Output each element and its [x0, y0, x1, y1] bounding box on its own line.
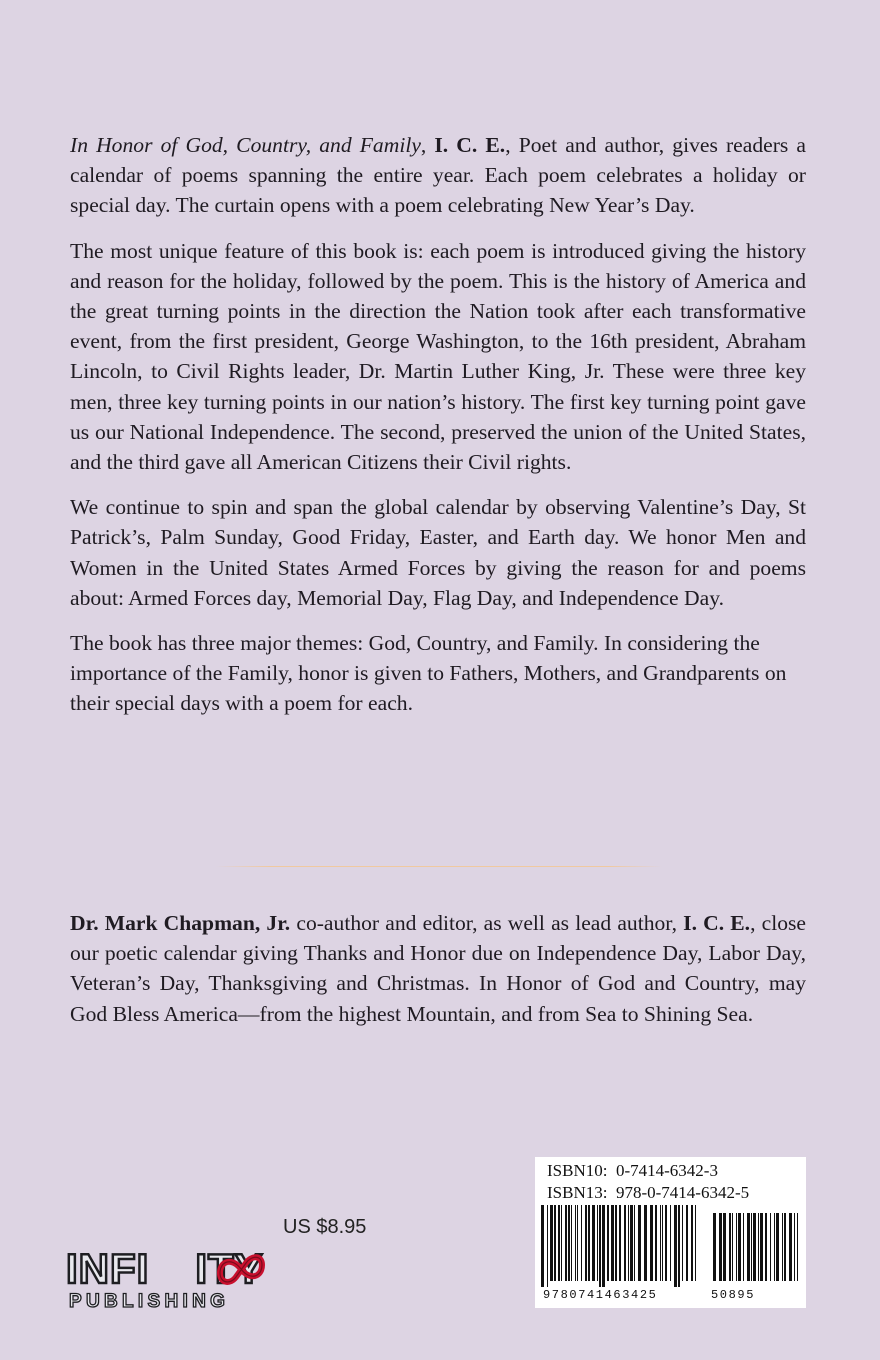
barcode-bar: [550, 1205, 553, 1281]
barcode-bar: [655, 1205, 657, 1281]
barcode-bar: [619, 1205, 621, 1281]
barcode-bar: [747, 1213, 750, 1281]
barcode-bar: [568, 1205, 570, 1281]
barcode-digits: 9780741463425: [543, 1288, 658, 1302]
blurb-paragraph-2: The most unique feature of this book is: each poem is introduced giving the history and reason for the holiday, followed by the poem. This is the history of America and the great turning points in the direction the Nation took after each transformative event, from the first president, George Washington, to the 16th president, Abraham Lincoln, to Civil Rights leader, Dr. Martin Luther King, Jr. These were three key men, three key turning points in our nation’s history. The first key turning point gave us our National Independence. The second, preserved the union of the United States, and the third gave all American Citizens their Civil rights.: [70, 238, 806, 475]
barcode-bar: [774, 1213, 775, 1281]
barcode-bar: [597, 1205, 598, 1281]
barcode-bar: [607, 1205, 609, 1281]
barcode-bar: [765, 1213, 767, 1281]
barcode-bar: [554, 1205, 556, 1281]
barcode-bar: [624, 1205, 626, 1281]
barcode-bar: [743, 1213, 744, 1281]
isbn-barcode-box: [535, 1157, 806, 1308]
barcode-bar: [751, 1213, 752, 1281]
blurb-paragraph-1: In Honor of God, Country, and Family, I. C. E., Poet and author, gives readers a calendar of poems spanning the entire year. Each poem celebrates a holiday or special day. The curtain opens with a poem celebrating New Year’s Day.: [70, 133, 806, 218]
barcode-bar: [602, 1205, 605, 1287]
barcode-bar: [585, 1205, 587, 1281]
barcode-bar: [577, 1205, 578, 1281]
barcode-bar: [561, 1205, 562, 1281]
barcode-bar: [541, 1205, 544, 1287]
barcode-bar: [599, 1205, 601, 1287]
barcode-bar: [776, 1213, 779, 1281]
barcode-bar: [736, 1213, 737, 1281]
barcode-bar: [558, 1205, 560, 1281]
lead-author-name: I. C. E.: [683, 911, 751, 935]
price-label: US $8.95: [283, 1216, 367, 1238]
infinity-icon: [216, 1251, 266, 1287]
barcode-bar: [628, 1205, 629, 1281]
barcode-bar: [719, 1213, 722, 1281]
barcode: [535, 1157, 806, 1308]
barcode-bar: [674, 1205, 677, 1287]
barcode-bar: [770, 1213, 771, 1281]
barcode-bar: [732, 1213, 733, 1281]
barcode-bar: [575, 1205, 576, 1281]
isbn10: ISBN10: 0-7414-6342-3: [547, 1161, 718, 1180]
barcode-bar: [547, 1205, 548, 1287]
barcode-bar: [753, 1213, 756, 1281]
barcode-bar: [784, 1213, 786, 1281]
barcode-bar: [592, 1205, 595, 1281]
barcode-bar: [682, 1205, 683, 1281]
book-title: In Honor of God, Country, and Family: [70, 133, 421, 157]
publisher-name: INFI ITY: [66, 1245, 264, 1292]
barcode-bar: [581, 1205, 582, 1281]
barcode-bar: [650, 1205, 653, 1281]
isbn13: ISBN13: 978-0-7414-6342-5: [547, 1183, 750, 1202]
blurb-paragraph-4: The book has three major themes: God, Country, and Family. In considering the importance of the Family, honor is given to Fathers, Mothers, and Grandparents on their special days with a poem for each.: [70, 631, 787, 716]
barcode-bar: [615, 1205, 617, 1281]
barcode-bar: [678, 1205, 680, 1287]
barcode-bar: [789, 1213, 792, 1281]
barcode-bar: [588, 1205, 590, 1281]
addon-barcode-digits: 50895: [711, 1288, 756, 1302]
barcode-bar: [670, 1205, 671, 1281]
closing-paragraph: Dr. Mark Chapman, Jr. co-author and editor, as well as lead author, I. C. E., close our poetic calendar giving Thanks and Honor due on Independence Day, Labor Day, Veteran’s Day, Thanksgiving and Christmas. In Honor of God and Country, may God Bless America—from the highest Mountain, and from Sea to Shining Sea.: [70, 911, 806, 1026]
coauthor-name: Dr. Mark Chapman, Jr.: [70, 911, 291, 935]
barcode-bar: [660, 1205, 661, 1281]
barcode-bar: [644, 1205, 647, 1281]
barcode-bar: [782, 1213, 783, 1281]
section-divider: [216, 866, 662, 867]
barcode-bar: [565, 1205, 567, 1281]
back-cover-blurb: [70, 130, 806, 734]
barcode-bar: [797, 1213, 798, 1281]
barcode-bar: [738, 1213, 741, 1281]
barcode-bar: [665, 1205, 667, 1281]
barcode-bar: [571, 1205, 572, 1281]
barcode-bar: [686, 1205, 688, 1281]
barcode-bar: [611, 1205, 614, 1281]
barcode-bar: [723, 1213, 726, 1281]
barcode-bar: [794, 1213, 795, 1281]
barcode-bar: [758, 1213, 759, 1281]
barcode-bar: [634, 1205, 635, 1281]
barcode-bar: [662, 1205, 663, 1281]
barcode-bar: [729, 1213, 731, 1281]
blurb-paragraph-3: We continue to spin and span the global calendar by observing Valentine’s Day, St Patrick’s, Palm Sunday, Good Friday, Easter, and Earth day. We honor Men and Women in the United States Armed Forces by giving the reason for and poems about: Armed Forces day, Memorial Day, Flag Day, and Independence Day.: [70, 495, 806, 610]
barcode-bar: [630, 1205, 633, 1281]
barcode-bar: [760, 1213, 763, 1281]
barcode-bar: [638, 1205, 641, 1281]
author-name: I. C. E.: [434, 133, 506, 157]
barcode-bar: [713, 1213, 716, 1281]
publisher-subtitle: PUBLISHING: [69, 1291, 230, 1312]
barcode-bar: [695, 1205, 696, 1281]
barcode-bar: [691, 1205, 693, 1281]
